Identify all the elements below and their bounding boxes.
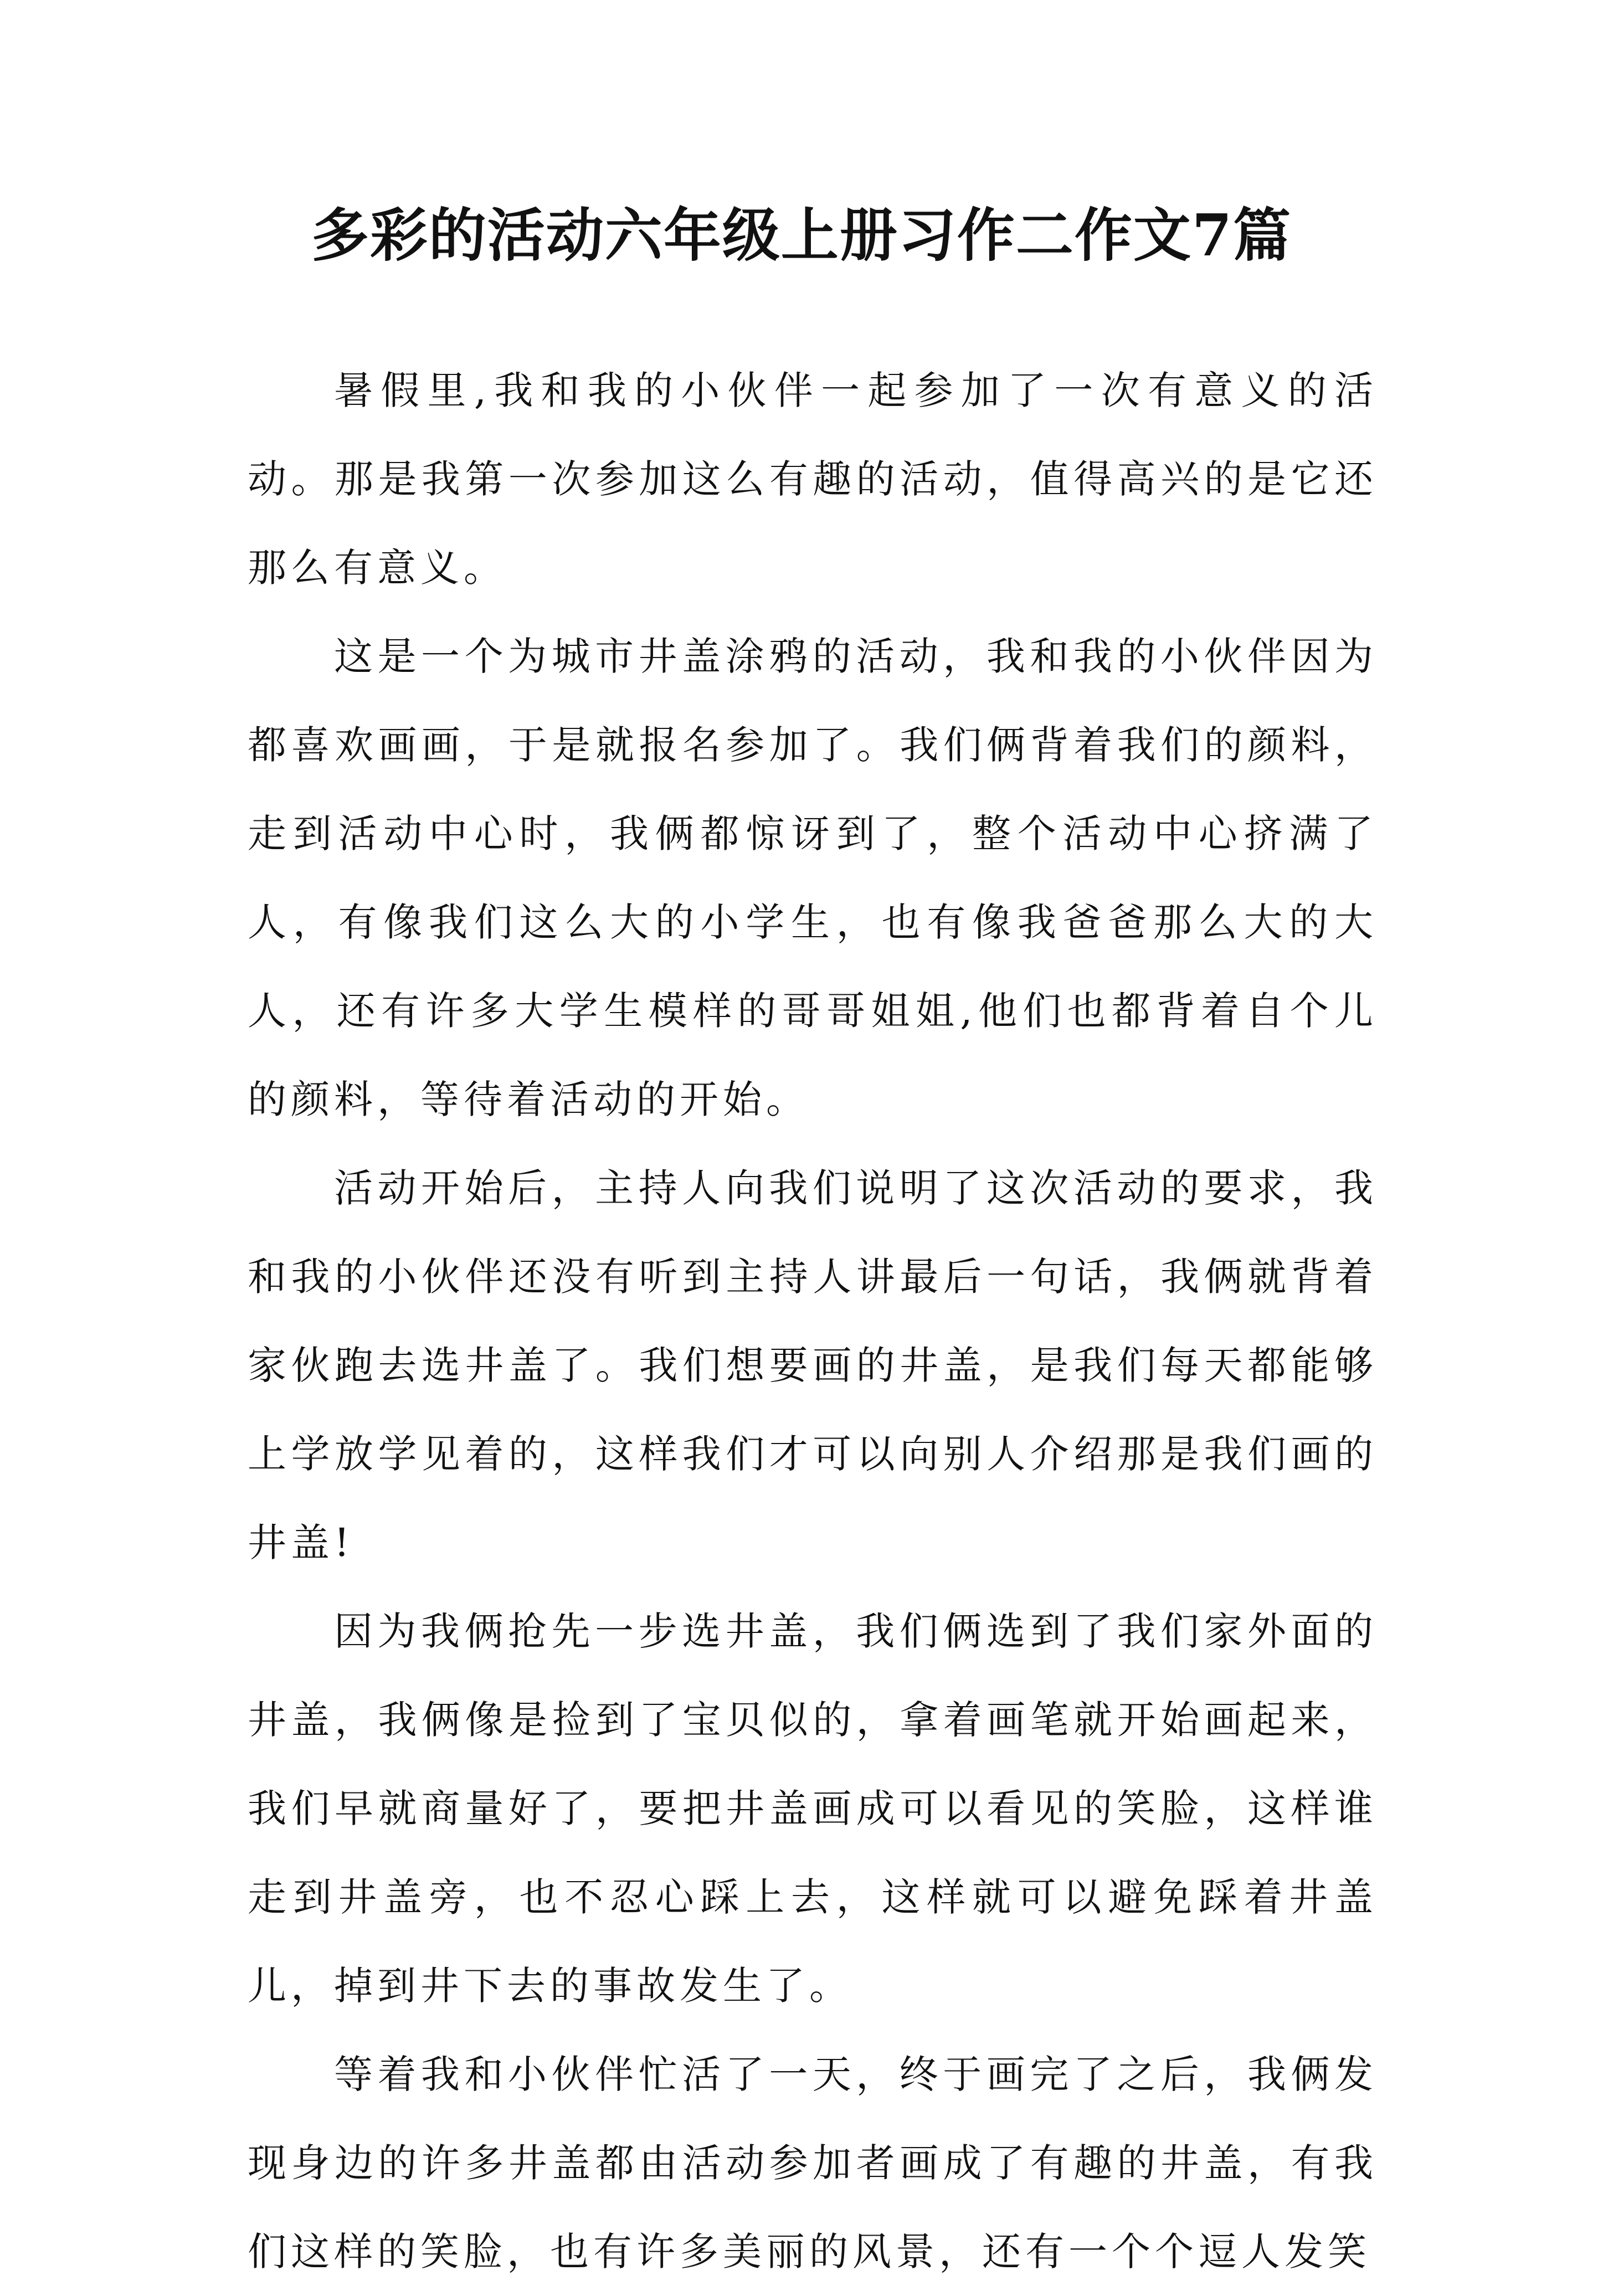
paragraph-2: 这是一个为城市井盖涂鸦的活动，我和我的小伙伴因为都喜欢画画，于是就报名参加了。我们俩背着我们的颜料，走到活动中心时，我俩都惊讶到了，整个活动中心挤满了人，有像我们这么大的小学生，也有像我爸爸那么大的大人，还有许多大学生模样的哥哥姐姐,他们也都背着自个儿的颜料，等待着活动的开始。 — [248, 634, 1378, 1122]
paragraph-5: 等着我和小伙伴忙活了一天，终于画完了之后，我俩发现身边的许多井盖都由活动参加者画成了有趣的井盖，有我们这样的笑脸，也有许多美丽的风景，还有一个个逗人发笑 — [248, 2052, 1378, 2274]
paragraph-3: 活动开始后，主持人向我们说明了这次活动的要求，我和我的小伙伴还没有听到主持人讲最后一句话，我俩就背着家伙跑去选井盖了。我们想要画的井盖，是我们每天都能够上学放学见着的，这样我们才可以向别人介绍那是我们画的井盖! — [248, 1165, 1378, 1565]
paragraph-1: 暑假里,我和我的小伙伴一起参加了一次有意义的活动。那是我第一次参加这么有趣的活动，值得高兴的是它还那么有意义。 — [248, 368, 1378, 590]
document-title: 多彩的活动六年级上册习作二作文7篇 — [311, 201, 1292, 269]
document-body — [248, 346, 1378, 2296]
paragraph-4: 因为我俩抢先一步选井盖，我们俩选到了我们家外面的井盖，我俩像是捡到了宝贝似的，拿着画笔就开始画起来，我们早就商量好了，要把井盖画成可以看见的笑脸，这样谁走到井盖旁，也不忍心踩上去，这样就可以避免踩着井盖儿，掉到井下去的事故发生了。 — [248, 1609, 1378, 2009]
